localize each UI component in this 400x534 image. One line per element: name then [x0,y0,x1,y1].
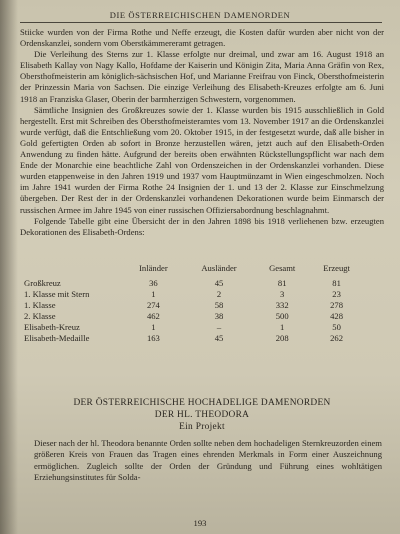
table-cell: 500 [275,311,289,321]
table-cell: 262 [330,333,344,343]
table-row [24,289,364,300]
header-rule [20,22,382,23]
table-cell: 38 [214,311,224,321]
decorations-table [24,258,364,344]
running-header: DIE ÖSTERREICHISCHEN DAMENORDEN [109,10,291,20]
table-row [24,300,364,311]
table-cell: 428 [330,311,344,321]
page-number: 193 [193,518,207,528]
closing-paragraph: Dieser nach der hl. Theodora benannte Orden sollte neben dem hochadeligen Sternkreuzorden einem größeren Kreis von Frauen das Tragen eines ehrenden Merkmals in Form einer Auszeichnung ermöglichen. Zugleich sollte der Orden der Gründung und Führung eines wohltätigen Erziehungsinstitutes für Solda- [34,438,382,482]
table-cell: 81 [277,278,287,288]
closing-text [34,438,382,483]
table-header-inlaender: Inländer [139,263,168,273]
table-row [24,311,364,322]
table-cell: 2 [216,289,222,299]
table-cell: 278 [330,300,344,310]
table-cell: 163 [146,333,160,343]
table-cell: 2. Klasse [24,311,56,321]
table-cell: 1 [151,289,156,299]
table-cell: 36 [149,278,158,288]
table-header-row [24,258,364,278]
table-row [24,278,364,289]
table-cell: 81 [332,278,341,288]
table-header-erzeugt: Erzeugt [323,263,350,273]
table-cell: 45 [214,278,224,288]
page-gutter-shadow [0,0,18,534]
table-cell: 50 [332,322,341,332]
paragraph-4: Folgende Tabelle gibt eine Übersicht der in den Jahren 1898 bis 1918 verliehenen bzw. erzeugten Dekorationen des Elisabeth-Ordens: [20,215,384,237]
section-title-line-2: DER HL. THEODORA [154,410,250,420]
table-cell: 1. Klasse mit Stern [24,289,90,299]
table-cell: 45 [214,333,224,343]
paragraph-3: Sämtliche Insignien des Großkreuzes sowie der 1. Klasse wurden bis 1915 ausschließlich in Gold hergestellt. Erst mit Schreiben des Obersthofmeisteramtes vom 13. November 1917 an die Ordenskanzlei wurde verfügt, daß die Entschließung vom 20. Oktober 1915, in der festgesetzt wurde, daß alle bisher in Gold gefertigten Orden ab sofort in Bronze herzustellen wären, jetzt auch auf den Elisabeth-Orden Anwendung zu finden hätte. Aufgrund der bereits oben erwähnten Rückstellungspflicht war nach dem Ende der Monarchie eine beachtliche Zahl von Ordenszeichen in der Ordenskanzlei vorhanden. Diese wurden etappenweise in den Jahren 1919 und 1937 vom Hauptmünzamt in Wien eingeschmolzen. Noch im Jahre 1941 wurden der Firma Rothe 24 Insignien der 1. und 13 der 2. Klasse zur Einschmelzung übergeben. Der Rest der in der Ordenskanzlei vorhandenen Dekorationen wurde beim Einmarsch der russischen Armee im Jahre 1945 von einer russischen Offiziersabordnung beschlagnahmt. [20,104,384,215]
table-cell: 462 [146,311,160,321]
paragraph-1: Stiicke wurden von der Firma Rothe und Neffe erzeugt, die Kosten dafür wurden aber nicht von der Ordenskanzlei, sondern vom Oberstkämmereramt getragen. [20,27,384,49]
table-cell: 3 [280,289,285,299]
table-cell: 208 [275,333,289,343]
table-cell: Elisabeth-Kreuz [24,322,80,332]
table-header-auslaender: Ausländer [201,263,237,273]
table-cell: 23 [332,289,341,299]
table-cell: – [216,322,222,332]
table-header-gesamt: Gesamt [269,263,296,273]
body-text [20,27,384,238]
section-subtitle: Ein Projekt [179,422,225,432]
table-row [24,333,364,344]
table-cell: 1 [280,322,285,332]
table-header-label [24,258,124,278]
table-cell: 1. Klasse [24,300,56,310]
table-cell: 1 [151,322,156,332]
paragraph-2: Die Verleihung des Sterns zur 1. Klasse erfolgte nur dreimal, und zwar am 16. August 1918 an Elisabeth Kallay von Nagy Kallo, Hofdame der Kaiserin und Königin Zita, Maria Anna Gräfin von Rex, Obersthofmeisterin am königlich-sächsischen Hof, und Marianne Freifrau von Finck, Obersthofmeisterin der Prinzessin Maria von Sachsen. Die einzige Verleihung des Elisabeth-Kreuzes erfolgte am 6. Juni 1918 an Franziska Glaser, Oberin der barmherzigen Schwestern, vorgenommen. [20,49,384,104]
table-cell: 274 [146,300,160,310]
section-title-line-1: DER ÖSTERREICHISCHE HOCHADELIGE DAMENORDEN [73,398,331,408]
table-cell: 58 [214,300,224,310]
table-row [24,322,364,333]
table-cell: 332 [275,300,289,310]
table-cell: Elisabeth-Medaille [24,333,90,343]
table-cell: Großkreuz [24,278,61,288]
